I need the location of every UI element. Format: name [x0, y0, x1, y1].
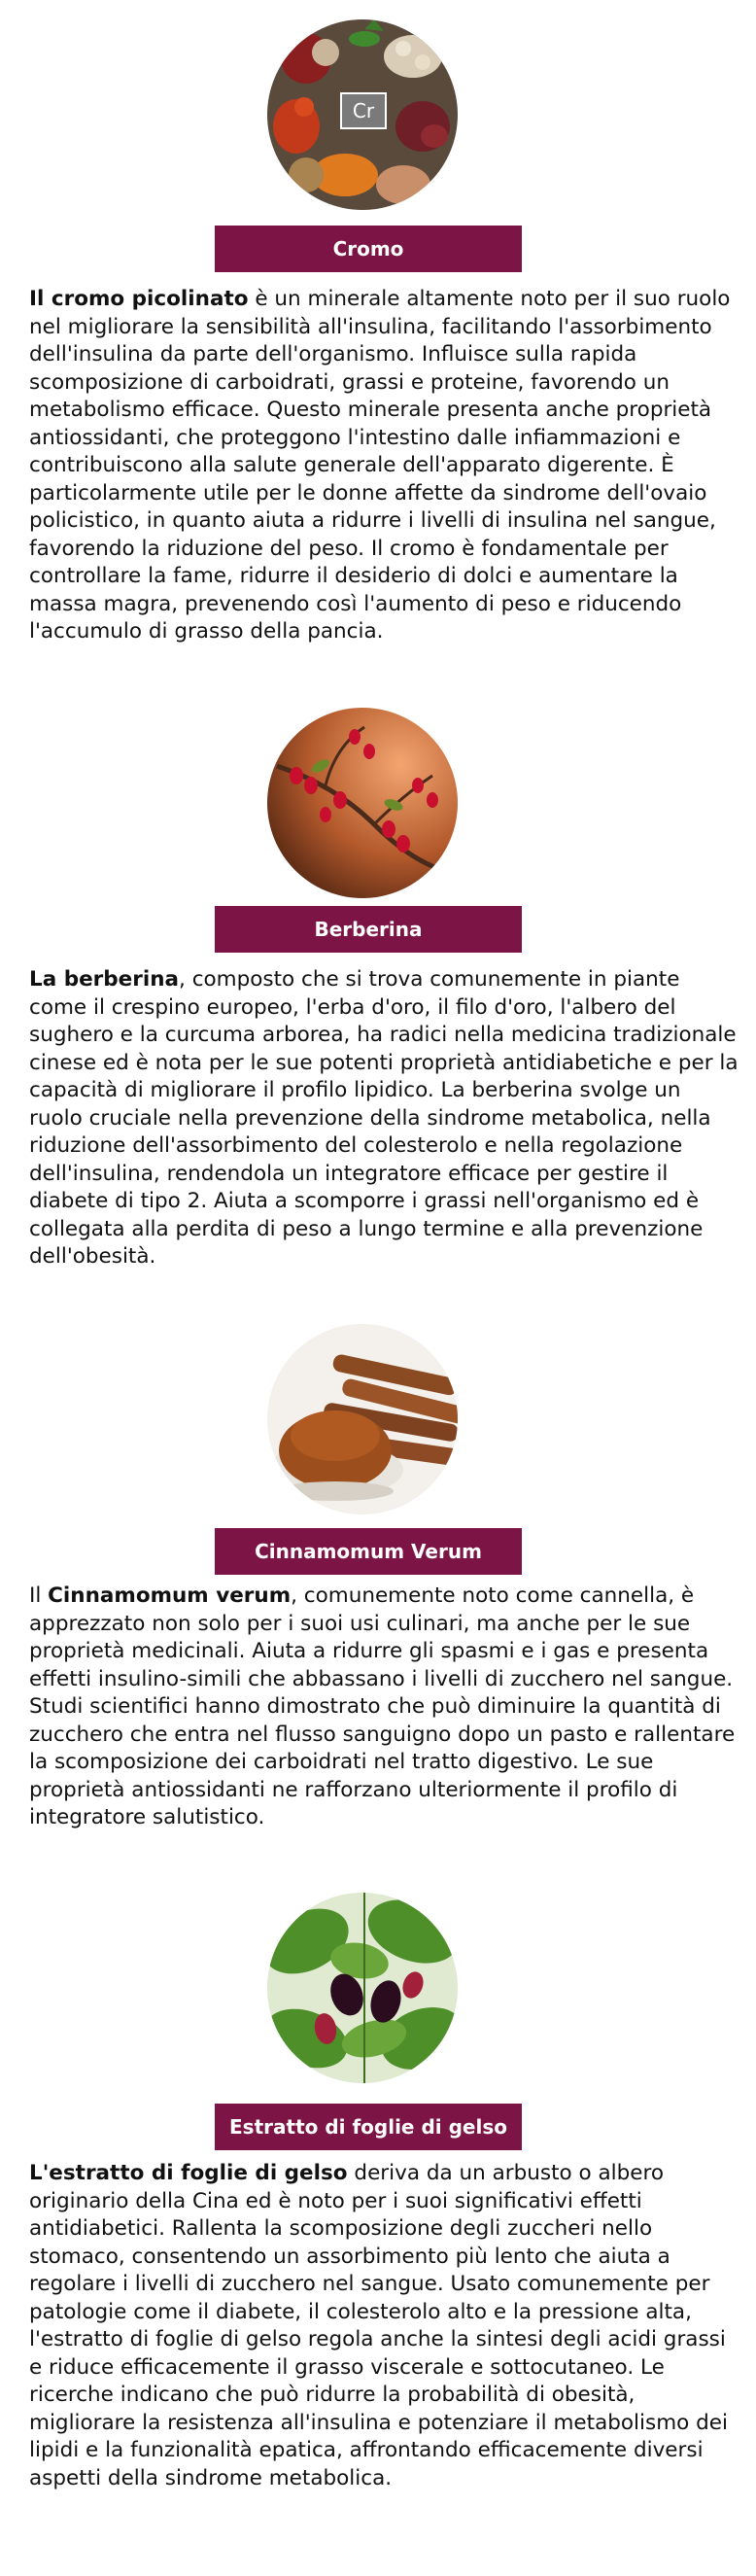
chromium-foods-photo [267, 19, 458, 210]
berberina-text: , composto che si trova comunemente in piante come il crespino europeo, l'erba d'oro, il filo d'oro, l'albero del sughero e la curcuma arborea, ha radici nella medicina tradizionale cinese ed è nota per le sue potenti proprietà antidiabetiche e per la capacità di migliorare il profilo lipidico. La berberina svolge un ruolo cruciale nella prevenzione della sindrome metabolica, nella riduzione dell'assorbimento del colesterolo e nella regolazione dell'insulina, rendendola un integratore efficace per gestire il diabete di tipo 2. Aiuta a scomporre i grassi nell'organismo ed è collegata alla perdita di peso a lungo termine e alla prevenzione dell'obesità. [29, 967, 739, 1269]
section-title-cinnamomum: Cinnamomum Verum [215, 1528, 522, 1575]
cinnamon-image [267, 1324, 458, 1514]
cromo-description [29, 286, 739, 646]
cinnamomum-text: , comunemente noto come cannella, è apprezzato non solo per i suoi usi culinari, ma anche per le sue proprietà medicinali. Aiuta a ridurre gli spasmi e i gas e presenta effetti insulino-simili che abbassano i livelli di zucchero nel sangue. Studi scientifici hanno dimostrato che può diminuire la quantità di zucchero che entra nel flusso sanguigno dopo un pasto e rallentare la scomposizione dei carboidrati nel tratto digestivo. Le sue proprietà antiossidanti ne rafforzano ulteriormente il profilo di integratore salutistico. [29, 1584, 736, 1829]
mulberry-image [267, 1893, 458, 2083]
cromo-lead: Il cromo picolinato [29, 287, 249, 311]
photo-element-label: Cr [352, 99, 375, 122]
chromium-foods-image [267, 19, 458, 210]
gelso-lead: L'estratto di foglie di gelso [29, 2161, 348, 2185]
cinnamomum-description [29, 1583, 739, 1832]
berberina-lead: La berberina [29, 967, 180, 992]
gelso-text: deriva da un arbusto o albero originario della Cina ed è noto per i suoi significativi effetti antidiabetici. Rallenta la scomposizione degli zuccheri nello stomaco, consentendo un assorbimento più lento che aiuta a regolare i livelli di zucchero nel sangue. Usato comunemente per patologie come il diabete, il colesterolo alto e la pressione alta, l'estratto di foglie di gelso regola anche la sintesi degli acidi grassi e riduce efficacemente il grasso viscerale e sottocutaneo. Le ricerche indicano che può ridurre la probabilità di obesità, migliorare la resistenza all'insulina e potenziare il metabolismo dei lipidi e la funzionalità epatica, affrontando efficacemente diversi aspetti della sindrome metabolica. [29, 2161, 728, 2490]
berberis-berries-photo [267, 708, 458, 898]
gelso-description [29, 2160, 739, 2492]
section-title-gelso: Estratto di foglie di gelso [215, 2104, 522, 2150]
cromo-text: è un minerale altamente noto per il suo ruolo nel migliorare la sensibilità all'insulina, facilitando l'assorbimento dell'insulina da parte dell'organismo. Influisce sulla rapida scomposizione di carboidrati, grassi e proteine, favorendo un metabolismo efficace. Questo minerale presenta anche proprietà antiossidanti, che proteggono l'intestino dalle infiammazioni e contribuiscono alla salute generale dell'apparato digerente. È particolarmente utile per le donne affette da sindrome dell'ovaio policistico, in quanto aiuta a ridurre i livelli di insulina nel sangue, favorendo la riduzione del peso. Il cromo è fondamentale per controllare la fame, ridurre il desiderio di dolci e aumentare la massa magra, prevenendo così l'aumento di peso e riducendo l'accumulo di grasso della pancia. [29, 287, 731, 644]
berberina-description [29, 966, 739, 1271]
mulberry-leaves-photo [267, 1893, 458, 2083]
section-title-cromo: Cromo [215, 226, 522, 272]
cinnamomum-lead-prefix: Il [29, 1584, 49, 1608]
cinnamon-photo [267, 1324, 458, 1514]
cinnamomum-lead: Cinnamomum verum [48, 1584, 292, 1608]
berberis-image [267, 708, 458, 898]
section-title-berberina: Berberina [215, 906, 522, 953]
